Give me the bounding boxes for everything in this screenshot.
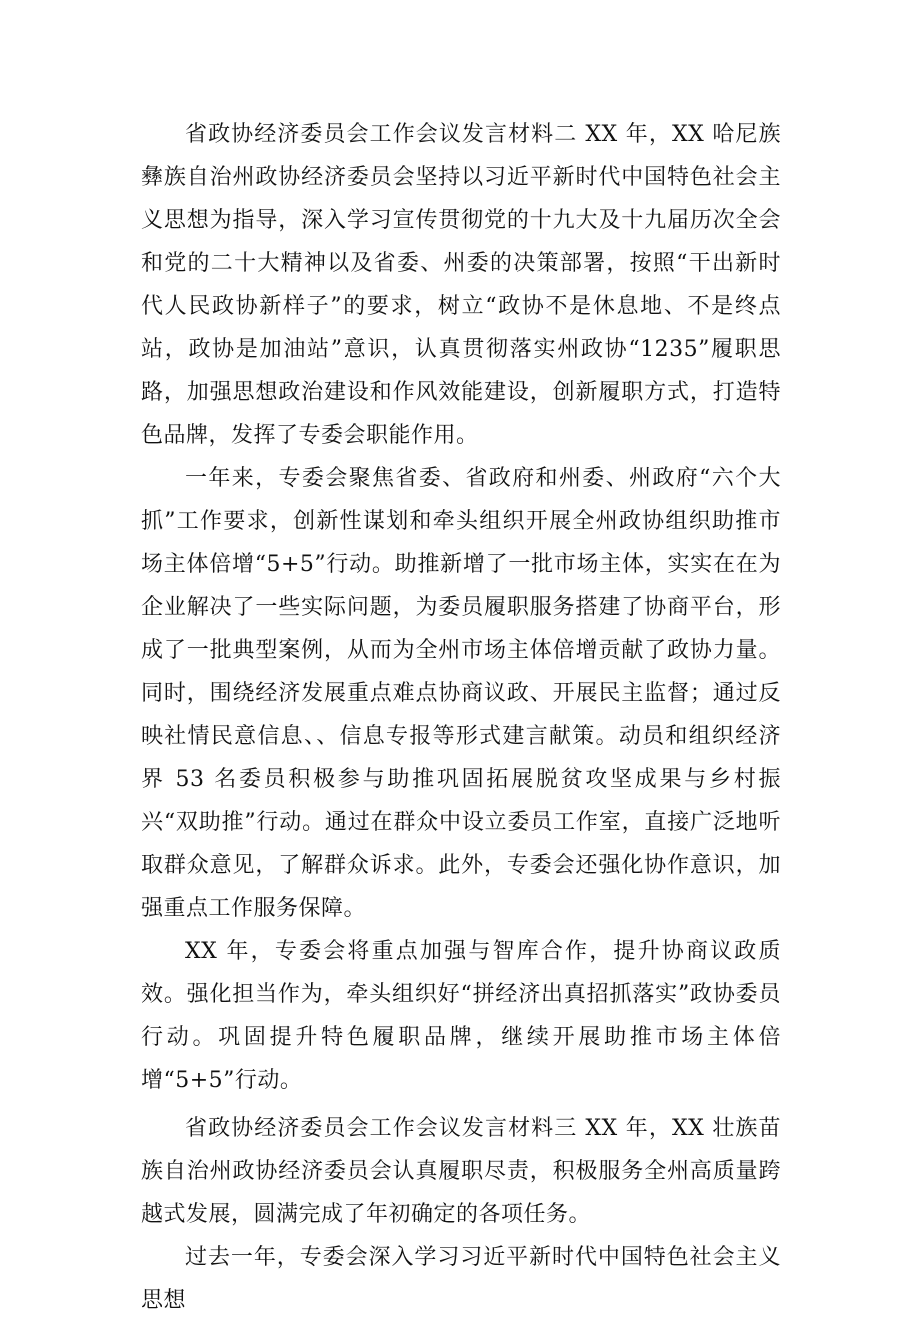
- document-page: [141, 113, 781, 1322]
- paragraph-5: 过去一年，专委会深入学习习近平新时代中国特色社会主义思想: [141, 1245, 781, 1313]
- paragraph-4: 省政协经济委员会工作会议发言材料三 XX 年，XX 壮族苗族自治州政协经济委员会认真履职尽责，积极服务全州高质量跨越式发展，圆满完成了年初确定的各项任务。: [141, 1116, 781, 1227]
- paragraph-3: XX 年，专委会将重点加强与智库合作，提升协商议政质效。强化担当作为，牵头组织好“拼经济出真招抓落实”政协委员行动。巩固提升特色履职品牌，继续开展助推市场主体倍增“5+5”行动。: [141, 939, 781, 1093]
- paragraph-2: 一年来，专委会聚焦省委、省政府和州委、州政府“六个大抓”工作要求，创新性谋划和牵头组织开展全州政协组织助推市场主体倍增“5+5”行动。助推新增了一批市场主体，实实在在为企业解决了一些实际问题，为委员履职服务搭建了协商平台，形成了一批典型案例，从而为全州市场主体倍增贡献了政协力量。同时，围绕经济发展重点难点协商议政、开展民主监督；通过反映社情民意信息、、信息专报等形式建言献策。动员和组织经济界 53 名委员积极参与助推巩固拓展脱贫攻坚成果与乡村振兴“双助推”行动。通过在群众中设立委员工作室，直接广泛地听取群众意见，了解群众诉求。此外，专委会还强化协作意识，加强重点工作服务保障。: [141, 466, 781, 921]
- paragraph-1: 省政协经济委员会工作会议发言材料二 XX 年，XX 哈尼族彝族自治州政协经济委员会坚持以习近平新时代中国特色社会主义思想为指导，深入学习宣传贯彻党的十九大及十九届历次全会和党的二十大精神以及省委、州委的决策部署，按照“干出新时代人民政协新样子”的要求，树立“政协不是休息地、不是终点站，政协是加油站”意识，认真贯彻落实州政协“1235”履职思路，加强思想政治建设和作风效能建设，创新履职方式，打造特色品牌，发挥了专委会职能作用。: [141, 122, 781, 448]
